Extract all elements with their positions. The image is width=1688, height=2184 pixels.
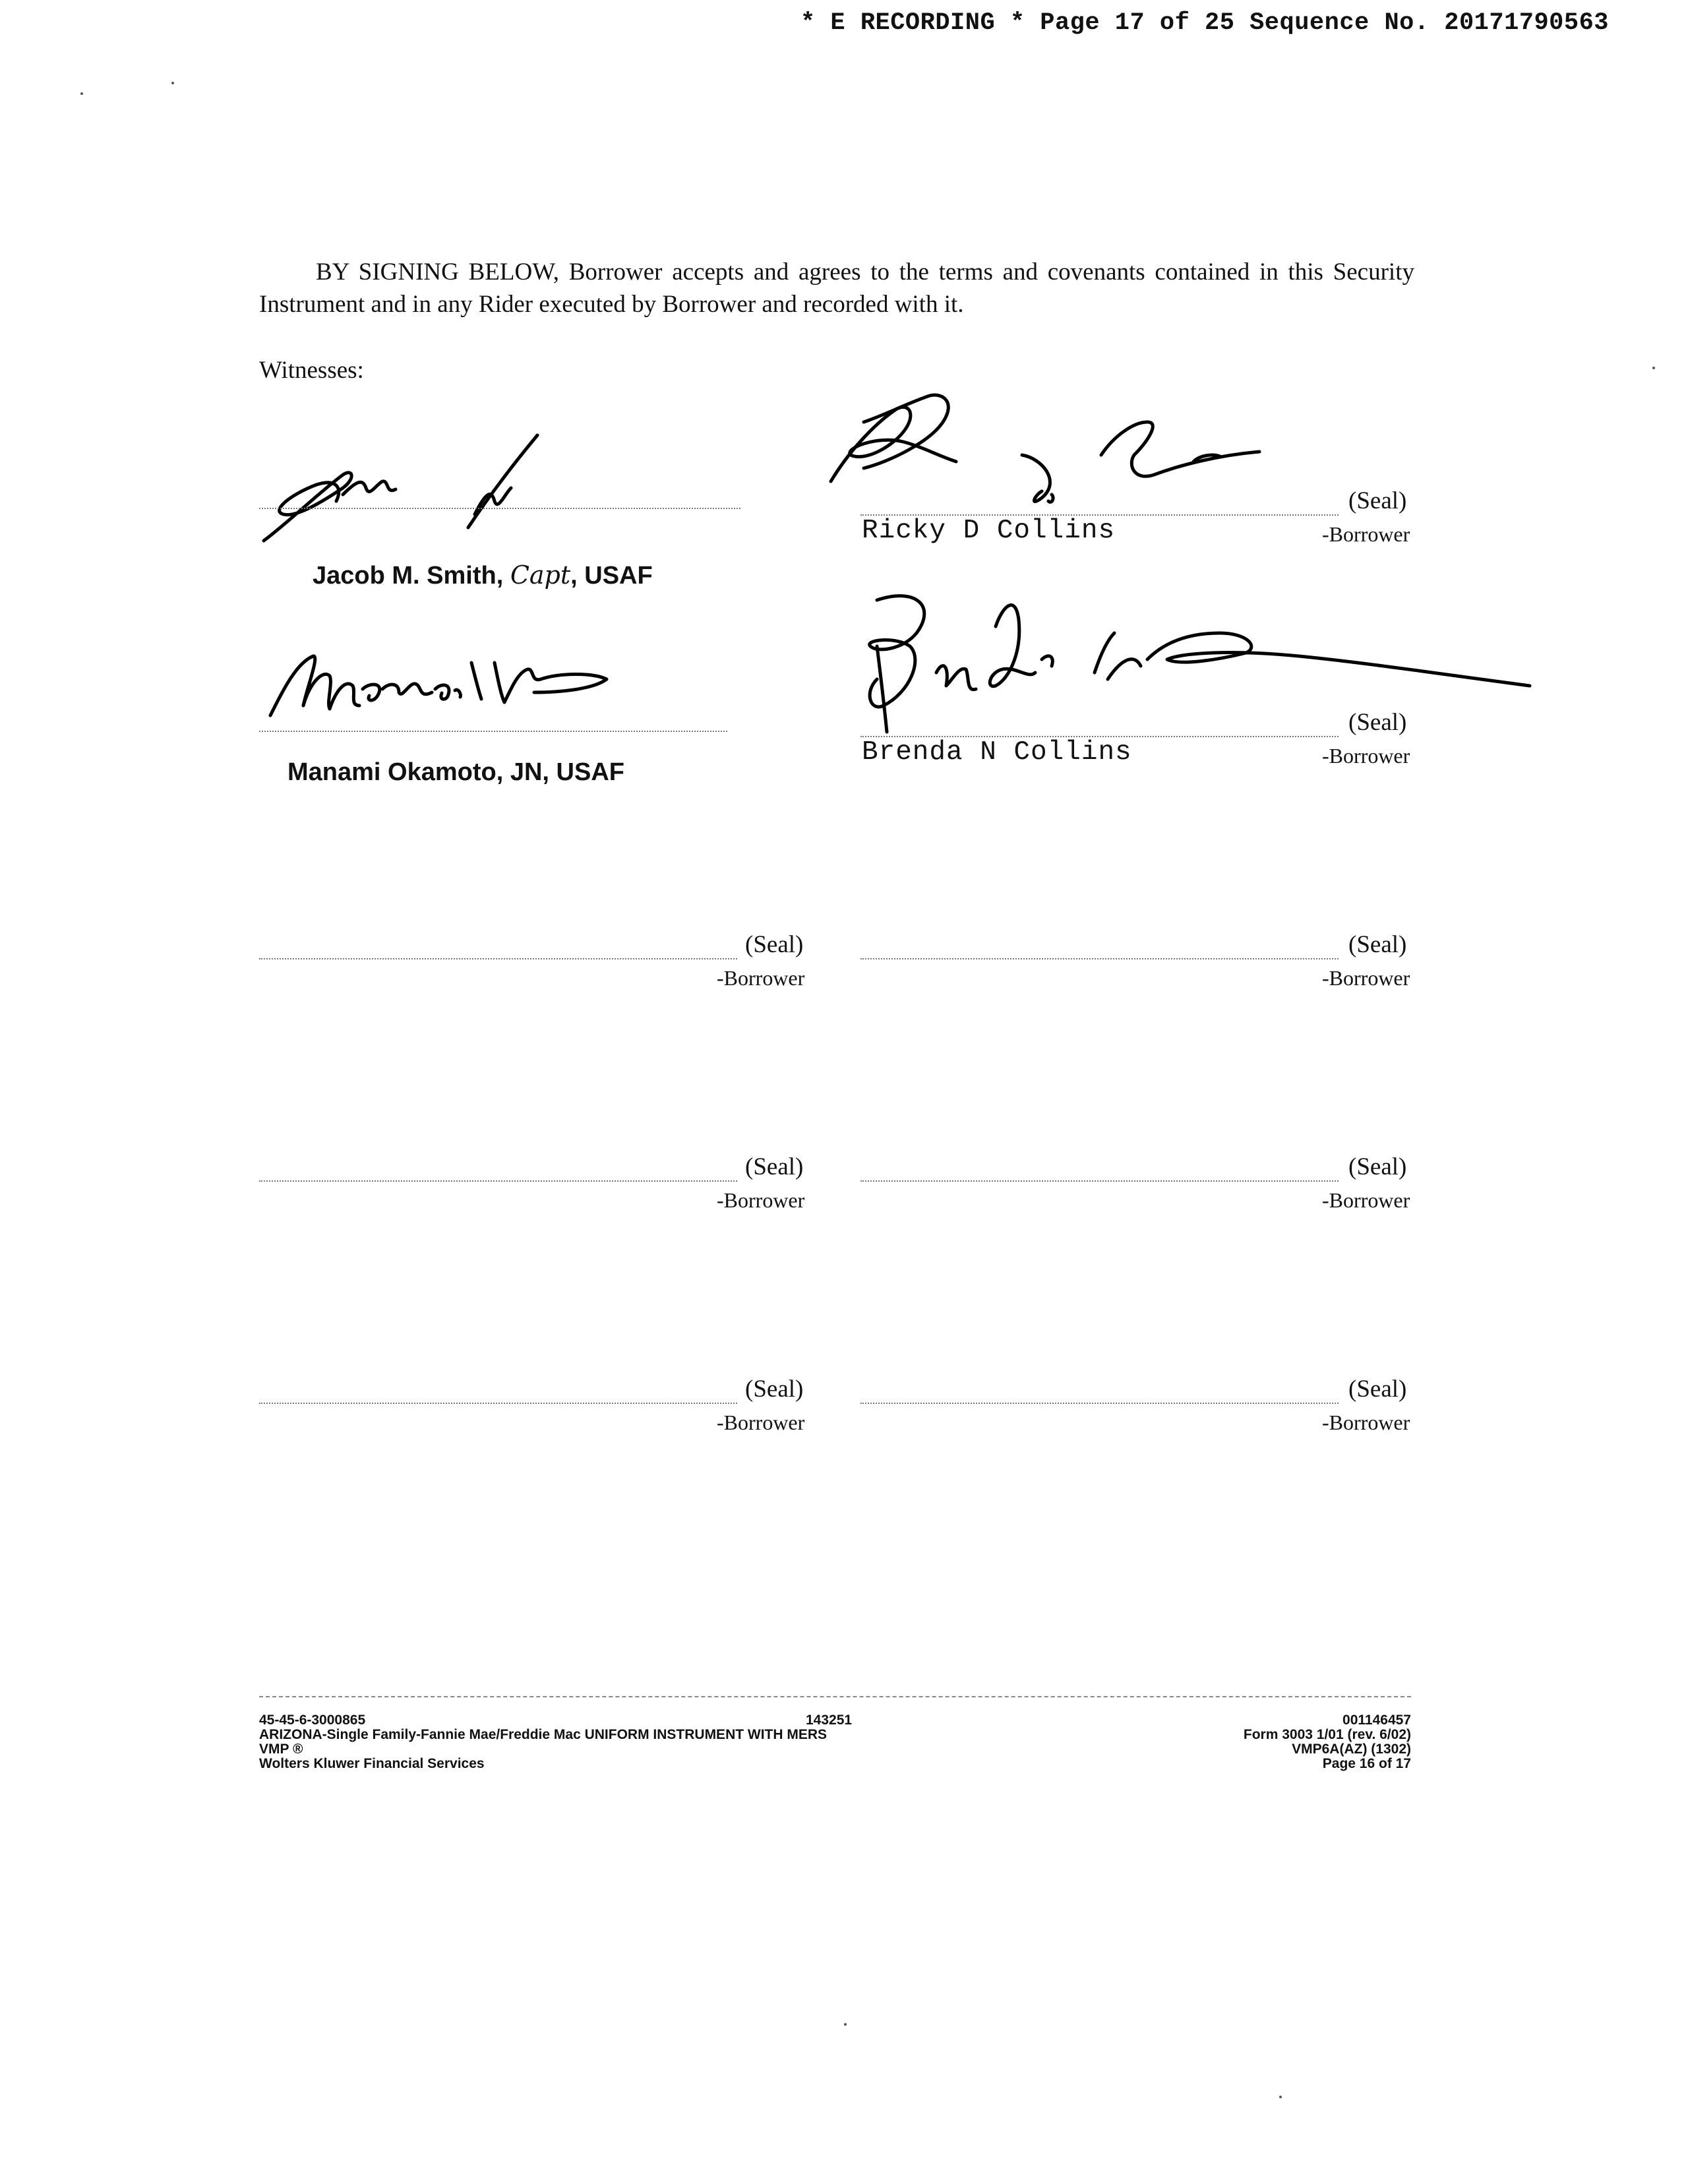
footer-left <box>259 1713 827 1771</box>
witness-1-handwritten-title: Capt <box>510 561 571 590</box>
blank-signature-line <box>860 958 1339 959</box>
blank-role: -Borrower <box>1322 1188 1410 1212</box>
blank-signature-line <box>860 1403 1339 1404</box>
blank-seal: (Seal) <box>745 931 804 958</box>
witness-1-line <box>259 508 740 509</box>
footer-rule <box>259 1696 1411 1697</box>
scan-speck <box>1279 2096 1282 2098</box>
witness-1-signature <box>244 415 560 547</box>
signing-statement: BY SIGNING BELOW, Borrower accepts and agrees to the terms and covenants contained in this Security Instrument and in any Rider executed by Borrower and recorded with it. <box>259 258 1414 318</box>
witness-2-line <box>259 731 727 732</box>
blank-role: -Borrower <box>717 1410 805 1434</box>
borrower-1-typed-name: Ricky D Collins <box>862 516 1116 546</box>
blank-signature-line <box>259 1403 737 1404</box>
blank-signature-line <box>860 1180 1339 1182</box>
borrower-2-role: -Borrower <box>1322 744 1410 768</box>
scan-speck <box>1652 367 1655 369</box>
scan-speck <box>844 2023 847 2026</box>
witness-2-signature <box>251 643 633 729</box>
borrower-1-role: -Borrower <box>1322 522 1410 546</box>
borrower-2-signature <box>837 580 1543 752</box>
footer-vmp: VMP ® <box>259 1742 303 1757</box>
witness-2-name: Manami Okamoto, JN, USAF <box>287 758 624 786</box>
blank-seal: (Seal) <box>1348 1376 1407 1403</box>
blank-signature-line <box>259 958 737 959</box>
footer-form-number: Form 3003 1/01 (rev. 6/02) <box>1243 1727 1411 1742</box>
recording-header: * E RECORDING * Page 17 of 25 Sequence No. 20171790563 <box>800 9 1609 37</box>
blank-role: -Borrower <box>717 966 805 990</box>
blank-seal: (Seal) <box>1348 931 1407 958</box>
scan-speck <box>171 82 174 84</box>
footer-page-number: Page 16 of 17 <box>1322 1756 1411 1771</box>
scan-speck <box>80 92 83 95</box>
blank-role: -Borrower <box>1322 1410 1410 1434</box>
borrower-1-signature <box>824 382 1273 514</box>
borrower-2-typed-name: Brenda N Collins <box>862 737 1132 768</box>
footer-vmp-code: VMP6A(AZ) (1302) <box>1292 1742 1411 1757</box>
footer-publisher: Wolters Kluwer Financial Services <box>259 1756 485 1771</box>
footer-right <box>1081 1713 1411 1771</box>
footer-center-code: 143251 <box>806 1713 853 1728</box>
witness-1-name: Jacob M. Smith, Capt, USAF <box>313 561 653 590</box>
footer-loan-number: 45-45-6-3000865 <box>259 1713 366 1728</box>
blank-seal: (Seal) <box>745 1376 804 1403</box>
footer-ref-number: 001146457 <box>1342 1713 1411 1728</box>
borrower-2-seal: (Seal) <box>1348 709 1407 736</box>
footer-form-title: ARIZONA-Single Family-Fannie Mae/Freddie Mac UNIFORM INSTRUMENT WITH MERS <box>259 1727 828 1742</box>
blank-seal: (Seal) <box>745 1153 804 1180</box>
blank-seal: (Seal) <box>1348 1153 1407 1180</box>
witnesses-heading: Witnesses: <box>259 357 364 384</box>
borrower-1-seal: (Seal) <box>1348 487 1407 514</box>
blank-signature-line <box>259 1180 737 1182</box>
blank-role: -Borrower <box>1322 966 1410 990</box>
blank-role: -Borrower <box>717 1188 805 1212</box>
